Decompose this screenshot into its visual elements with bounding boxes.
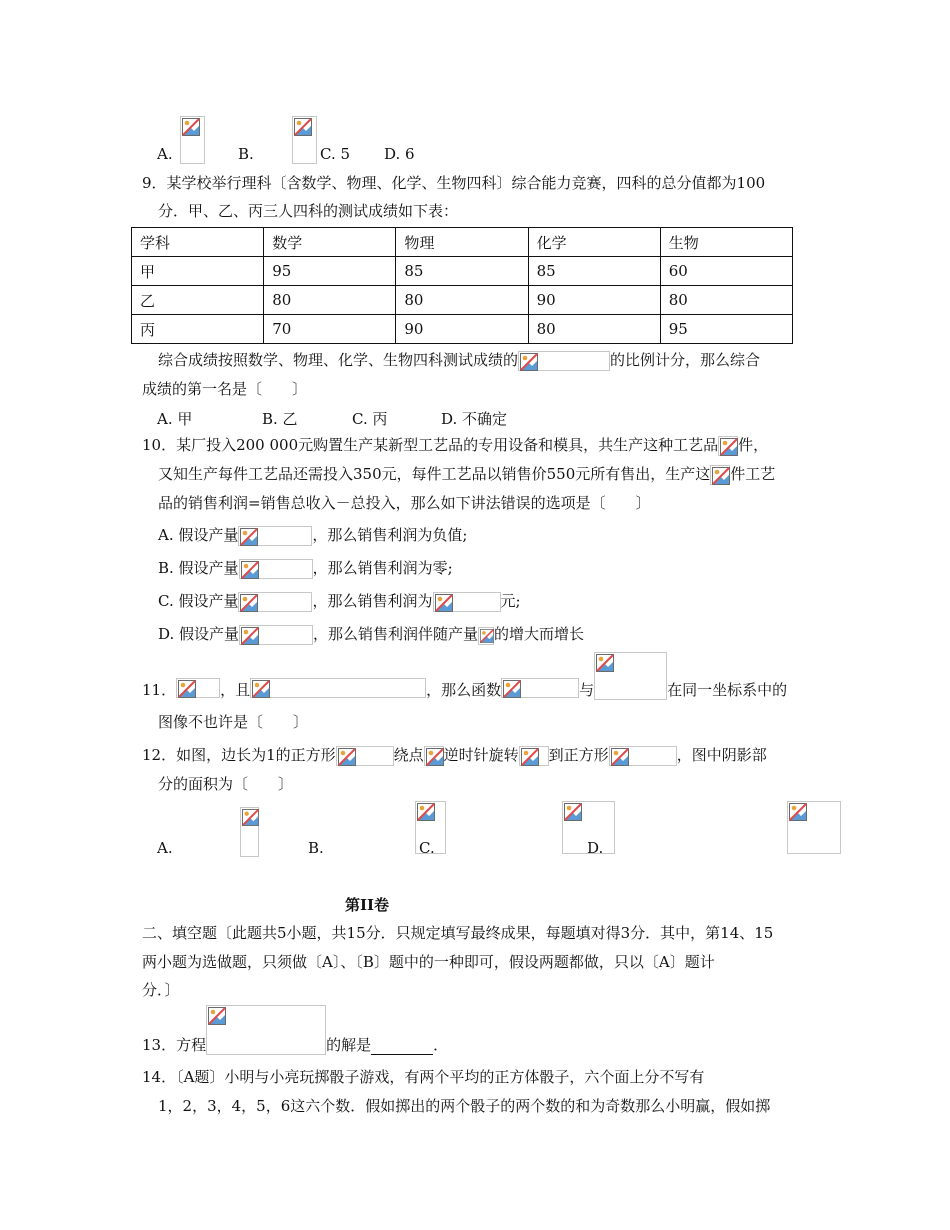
table-header-cell: 学科 [132,228,264,257]
q10-x-image [710,465,730,485]
q9-option-b: B. 乙 [262,410,298,428]
broken-image-icon [240,528,258,546]
table-header-cell: 物理 [396,228,528,257]
q12-option-a: A. [157,839,173,857]
q8-option-d: D. 6 [384,145,415,163]
q12-text-1: 12．如图，边长为1的正方形 [142,746,336,764]
q10-option-a [158,524,467,546]
table-row [132,315,793,344]
q10-line1-end: 件， [738,436,769,454]
table-cell: 甲 [132,257,264,286]
q8-option-a: A. [157,145,173,163]
q10-x-image [718,436,738,456]
q10-option-c-text: C. 假设产量 [158,592,239,610]
table-header-cell: 化学 [528,228,660,257]
q10-option-c-tail: 元; [500,592,521,610]
table-header-cell: 生物 [660,228,792,257]
part2-line1: 二、填空题〔此题共5小题，共15分．只规定填写最终成果，每题填对得3分．其中，第14、15 [142,924,774,942]
broken-image-icon [242,809,259,826]
q10-option-c-value-image [433,592,501,612]
broken-image-icon [426,748,444,766]
broken-image-icon [240,594,258,612]
q11-text-1: ，且 [220,681,251,699]
q10-line1 [142,434,768,456]
q12-option-d-image [787,801,841,854]
table-cell: 90 [396,315,528,344]
q13-tail: 的解是 [326,1036,372,1054]
q12-option-c: C. [419,839,435,857]
q10-option-a-image [238,526,312,546]
q8-option-b: B. [238,145,254,163]
table-cell: 85 [396,257,528,286]
table-cell: 60 [660,257,792,286]
broken-image-icon [596,654,614,672]
broken-image-icon [294,118,312,136]
broken-image-icon [435,594,453,612]
table-cell: 90 [528,286,660,315]
q12-text-2: 绕点 [393,746,424,764]
q9-line2: 分．甲、乙、丙三人四科的测试成绩如下表： [158,202,459,220]
broken-image-icon [252,680,270,698]
q12-text-3: 逆时针旋转 [443,746,519,764]
table-header-cell: 数学 [264,228,396,257]
table-cell: 70 [264,315,396,344]
q10-line2 [158,463,775,485]
q12-text-4: 到正方形 [548,746,609,764]
table-header-row [132,228,793,257]
q11-condition2-image [250,678,426,698]
q10-option-d [158,623,584,645]
broken-image-icon [611,748,629,766]
q13-end: ． [433,1036,449,1054]
broken-image-icon [520,353,538,371]
q10-option-b-tail: ，那么销售利润为零; [312,559,453,577]
q11-line2: 图像不也许是〔 〕 [158,713,309,731]
q11-text-2: ，那么函数 [426,681,502,699]
table-cell: 80 [264,286,396,315]
q12-text-5: ，图中阴影部 [676,746,767,764]
q9-scores-table [131,227,793,344]
table-cell: 95 [264,257,396,286]
broken-image-icon [564,803,582,821]
q10-option-c-image [238,592,312,612]
broken-image-icon [789,803,807,821]
q13-line [142,1005,448,1055]
part2-line3: 分．〕 [142,981,180,999]
q8-option-b-image [292,116,317,164]
broken-image-icon [521,748,539,766]
table-row [132,286,793,315]
q10-option-d-mid: ，那么销售利润伴随产量 [313,625,479,643]
q10-line2-text: 又知生产每件工艺品还需投入350元，每件工艺品以销售价550元所有售出，生产这 [158,465,711,483]
q10-option-b-text: B. 假设产量 [158,559,239,577]
table-cell: 95 [660,315,792,344]
broken-image-icon [338,748,356,766]
broken-image-icon [178,680,196,698]
q14-line1: 14．〔A题〕小明与小亮玩掷骰子游戏，有两个平均的正方体骰子，六个面上分不写有 [142,1068,705,1086]
q10-option-a-tail: ，那么销售利润为负值; [312,526,468,544]
q12-square2-image [609,746,677,766]
q11-function1-image [501,678,579,698]
part2-title: 第II卷 [345,896,390,914]
q12-line1 [142,744,767,766]
q10-option-d-text: D. 假设产量 [158,625,240,643]
part2-line2: 两小题为选做题，只须做〔A〕、〔B〕题中的一种即可，假设两题都做，只以〔A〕题计 [142,953,715,971]
q9-option-d: D. 不确定 [441,410,508,428]
q10-option-c [158,590,521,612]
q8-option-c: C. 5 [320,145,351,163]
q9-line1: 9．某学校举行理科〔含数学、物理、化学、生物四科〕综合能力竞赛，四科的总分值都为100 [142,174,766,192]
q9-option-a: A. 甲 [157,410,193,428]
broken-image-icon [208,1007,226,1025]
table-row [132,257,793,286]
broken-image-icon [712,467,730,485]
table-cell: 80 [528,315,660,344]
q10-option-b [158,557,453,579]
q13-text: 13．方程 [142,1036,207,1054]
broken-image-icon [417,803,435,821]
q12-line2: 分的面积为〔 〕 [158,775,294,793]
q9-line4: 成绩的第一名是〔 〕 [142,380,308,398]
table-cell: 80 [396,286,528,315]
q11-text-3: 与 [579,681,595,699]
q11-line1 [142,652,787,700]
q11-text-4: 在同一坐标系中的 [667,681,788,699]
broken-image-icon [182,118,200,136]
broken-image-icon [241,627,259,645]
q9-line3 [158,349,760,371]
q12-option-b: B. [308,839,324,857]
broken-image-icon [241,561,259,579]
q10-option-c-mid: ，那么销售利润为 [312,592,433,610]
broken-image-icon [720,438,738,456]
q9-ratio-image [518,351,610,371]
q11-condition-image [176,678,220,698]
q14-line2: 1，2，3，4，5，6这六个数．假如掷出的两个骰子的两个数的和为奇数那么小明赢，假如掷 [158,1097,771,1115]
broken-image-icon [480,629,494,643]
q10-option-a-text: A. 假设产量 [158,526,239,544]
q10-line2-end: 件工艺 [730,465,776,483]
q10-option-d-tail: 的增大而增长 [494,625,585,643]
q12-square-image [336,746,394,766]
q8-option-a-image [180,116,205,164]
q9-line3-text-b: 的比例计分，那么综合 [610,351,761,369]
q9-option-c: C. 丙 [352,410,388,428]
q10-x-image [478,627,494,645]
q13-answer-blank[interactable] [371,1040,433,1055]
q12-point-image [424,746,444,766]
broken-image-icon [503,680,521,698]
table-cell: 丙 [132,315,264,344]
table-cell: 85 [528,257,660,286]
table-cell: 80 [660,286,792,315]
q10-line1-text: 10．某厂投入200 000元购置生产某新型工艺品的专用设备和模具，共生产这种工艺品 [142,436,719,454]
table-cell: 乙 [132,286,264,315]
q13-equation-image [206,1005,326,1055]
q12-option-d: D. [587,839,604,857]
q10-option-b-image [239,559,313,579]
q10-option-d-image [239,625,313,645]
q11-function2-image [594,652,667,700]
q9-line3-text-a: 综合成绩按照数学、物理、化学、生物四科测试成绩的 [158,351,519,369]
q12-angle-image [519,746,549,766]
q10-line3: 品的销售利润=销售总收入－总投入，那么如下讲法错误的选项是〔 〕 [158,494,651,512]
q11-number: 11． [142,681,177,699]
q12-option-a-image [240,807,259,857]
